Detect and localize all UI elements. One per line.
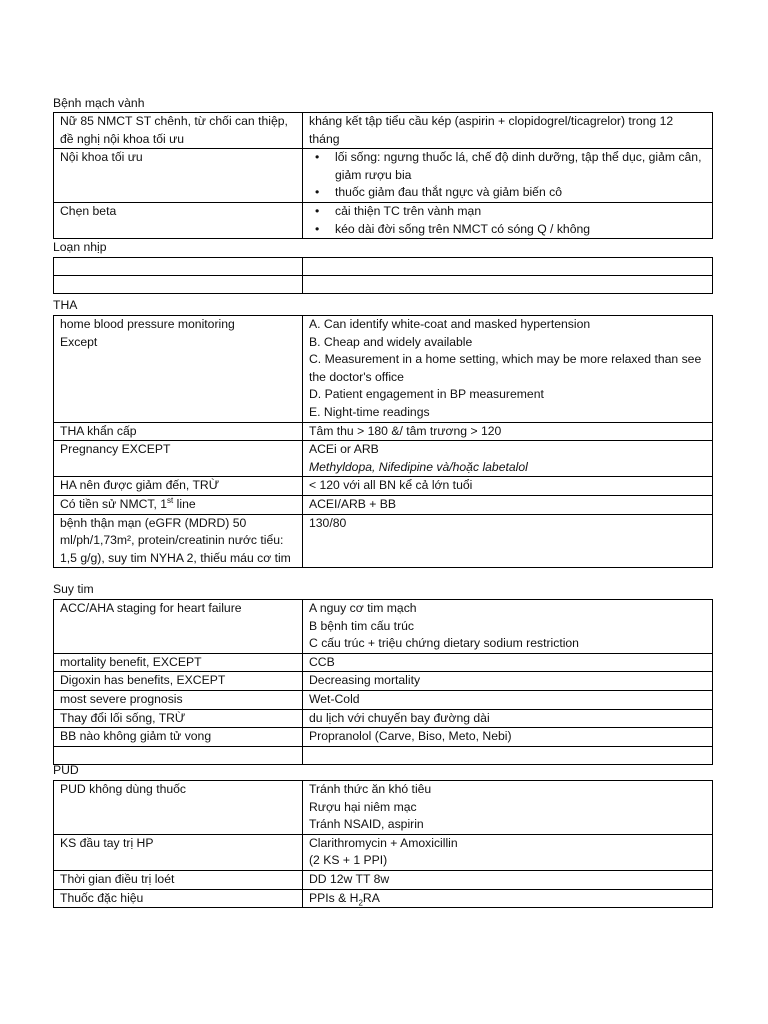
answer-cell: [303, 441, 713, 477]
answer-cell: Propranolol (Carve, Biso, Meto, Nebi): [303, 728, 713, 747]
list-item: • lối sống: ngưng thuốc lá, chế độ dinh dưỡng, tập thể dục, giảm cân, giảm rượu bia: [335, 149, 707, 184]
question-cell: KS đầu tay trị HP: [54, 834, 303, 870]
table-row: [54, 441, 713, 477]
question-cell: Thuốc đặc hiệu: [54, 889, 303, 908]
table-row: [54, 709, 713, 728]
question-cell: ACC/AHA staging for heart failure: [54, 600, 303, 654]
question-cell: [54, 316, 303, 423]
answer-cell: du lịch với chuyến bay đường dài: [303, 709, 713, 728]
question-cell: Pregnancy EXCEPT: [54, 441, 303, 477]
answer-cell: Decreasing mortality: [303, 672, 713, 691]
section-title-pud: PUD: [53, 763, 79, 777]
empty-cell: [303, 746, 713, 764]
table-row-empty: [54, 746, 713, 764]
answer-cell: [303, 600, 713, 654]
table-row: [54, 889, 713, 908]
answer-cell: [303, 149, 713, 203]
answer-line: B. Cheap and widely available: [309, 334, 473, 349]
table-hypertension: [53, 315, 713, 568]
answer-line: C cấu trúc + triệu chứng dietary sodium restriction: [309, 636, 579, 651]
answer-cell: [303, 889, 713, 908]
answer-line: Tránh thức ăn khó tiêu: [309, 782, 432, 796]
table-row: [54, 690, 713, 709]
table-row: [54, 870, 713, 889]
answer-line: E. Night-time readings: [309, 404, 430, 419]
answer-cell: CCB: [303, 653, 713, 672]
table-row: [54, 276, 713, 294]
answer-line: Clarithromycin + Amoxicillin: [309, 835, 458, 850]
list-item: • cải thiện TC trên vành mạn: [335, 203, 707, 221]
question-cell: Nội khoa tối ưu: [54, 149, 303, 203]
answer-cell: DD 12w TT 8w: [303, 870, 713, 889]
question-cell: BB nào không giảm tử vong: [54, 728, 303, 747]
section-title-heart-failure: Suy tim: [53, 582, 94, 596]
answer-cell: Wet-Cold: [303, 690, 713, 709]
question-cell: bệnh thận mạn (eGFR (MDRD) 50 ml/ph/1,73m², protein/creatinin nước tiểu: 1,5 g/g), suy tim NYHA 2, thiếu máu cơ tim: [54, 514, 303, 568]
table-row: [54, 477, 713, 496]
table-row: [54, 258, 713, 276]
table-row: [54, 672, 713, 691]
question-cell: most severe prognosis: [54, 690, 303, 709]
answer-cell: < 120 với all BN kể cả lớn tuổi: [303, 477, 713, 496]
answer-line: Rượu hại niêm mạc: [309, 799, 417, 814]
question-cell: Thay đổi lối sống, TRỪ: [54, 709, 303, 728]
question-text: Có tiền sử NMCT, 1: [60, 496, 168, 511]
list-item: • kéo dài đời sống trên NMCT có sóng Q / không: [335, 221, 707, 239]
table-row: [54, 495, 713, 514]
table-row: [54, 781, 713, 835]
question-cell: PUD không dùng thuốc: [54, 781, 303, 835]
empty-cell: [303, 276, 713, 294]
answer-line: D. Patient engagement in BP measurement: [309, 387, 544, 402]
question-cell: HA nên được giảm đến, TRỪ: [54, 477, 303, 496]
question-line: Except: [60, 334, 98, 349]
bullet-list: [309, 149, 707, 202]
question-cell: Thời gian điều trị loét: [54, 870, 303, 889]
answer-cell: [303, 781, 713, 835]
table-row: [54, 600, 713, 654]
subscript: 2: [358, 898, 363, 907]
answer-cell: ACEI/ARB + BB: [303, 495, 713, 514]
answer-cell: [303, 834, 713, 870]
answer-line: Tránh NSAID, aspirin: [309, 817, 424, 832]
answer-line: A nguy cơ tim mạch: [309, 601, 417, 615]
question-cell: [54, 495, 303, 514]
answer-cell: [303, 316, 713, 423]
table-arrhythmia: [53, 257, 713, 294]
section-title-arrhythmia: Loạn nhịp: [53, 240, 107, 254]
question-cell: Chẹn beta: [54, 202, 303, 238]
table-row: [54, 728, 713, 747]
table-row: [54, 834, 713, 870]
section-title-coronary: Bệnh mạch vành: [53, 96, 145, 110]
table-pud: [53, 780, 713, 908]
answer-text: PPIs & H: [309, 890, 359, 905]
answer-text: RA: [362, 890, 380, 905]
superscript: st: [167, 495, 174, 505]
list-item: • thuốc giảm đau thắt ngực và giảm biến cô: [335, 184, 707, 202]
answer-line: C. Measurement in a home setting, which may be more relaxed than see the doctor's office: [309, 352, 702, 384]
question-cell: Nữ 85 NMCT ST chênh, từ chối can thiệp, đề nghị nội khoa tối ưu: [54, 113, 303, 149]
answer-line: ACEi or ARB: [309, 442, 379, 457]
table-row: [54, 202, 713, 238]
table-row: [54, 422, 713, 441]
answer-line: B bệnh tim cấu trúc: [309, 618, 414, 633]
table-row: [54, 514, 713, 568]
empty-cell: [54, 746, 303, 764]
answer-cell: Tâm thu > 180 &/ tâm trương > 120: [303, 422, 713, 441]
answer-line-italic: Methyldopa, Nifedipine và/hoặc labetalol: [309, 459, 528, 474]
answer-cell: 130/80: [303, 514, 713, 568]
table-row: [54, 149, 713, 203]
empty-cell: [54, 258, 303, 276]
table-row: [54, 113, 713, 149]
table-row: [54, 316, 713, 423]
question-text: line: [173, 496, 196, 511]
table-coronary: [53, 112, 713, 239]
question-cell: Digoxin has benefits, EXCEPT: [54, 672, 303, 691]
answer-cell: kháng kết tập tiểu cầu kép (aspirin + clopidogrel/ticagrelor) trong 12 tháng: [303, 113, 713, 149]
bullet-list: [309, 203, 707, 238]
answer-cell: [303, 202, 713, 238]
answer-line: (2 KS + 1 PPI): [309, 853, 388, 868]
question-line: home blood pressure monitoring: [60, 317, 235, 331]
table-heart-failure: [53, 599, 713, 765]
section-title-hypertension: THA: [53, 298, 78, 312]
answer-line: A. Can identify white-coat and masked hypertension: [309, 317, 591, 331]
question-cell: mortality benefit, EXCEPT: [54, 653, 303, 672]
question-cell: THA khẩn cấp: [54, 422, 303, 441]
empty-cell: [303, 258, 713, 276]
empty-cell: [54, 276, 303, 294]
table-row: [54, 653, 713, 672]
